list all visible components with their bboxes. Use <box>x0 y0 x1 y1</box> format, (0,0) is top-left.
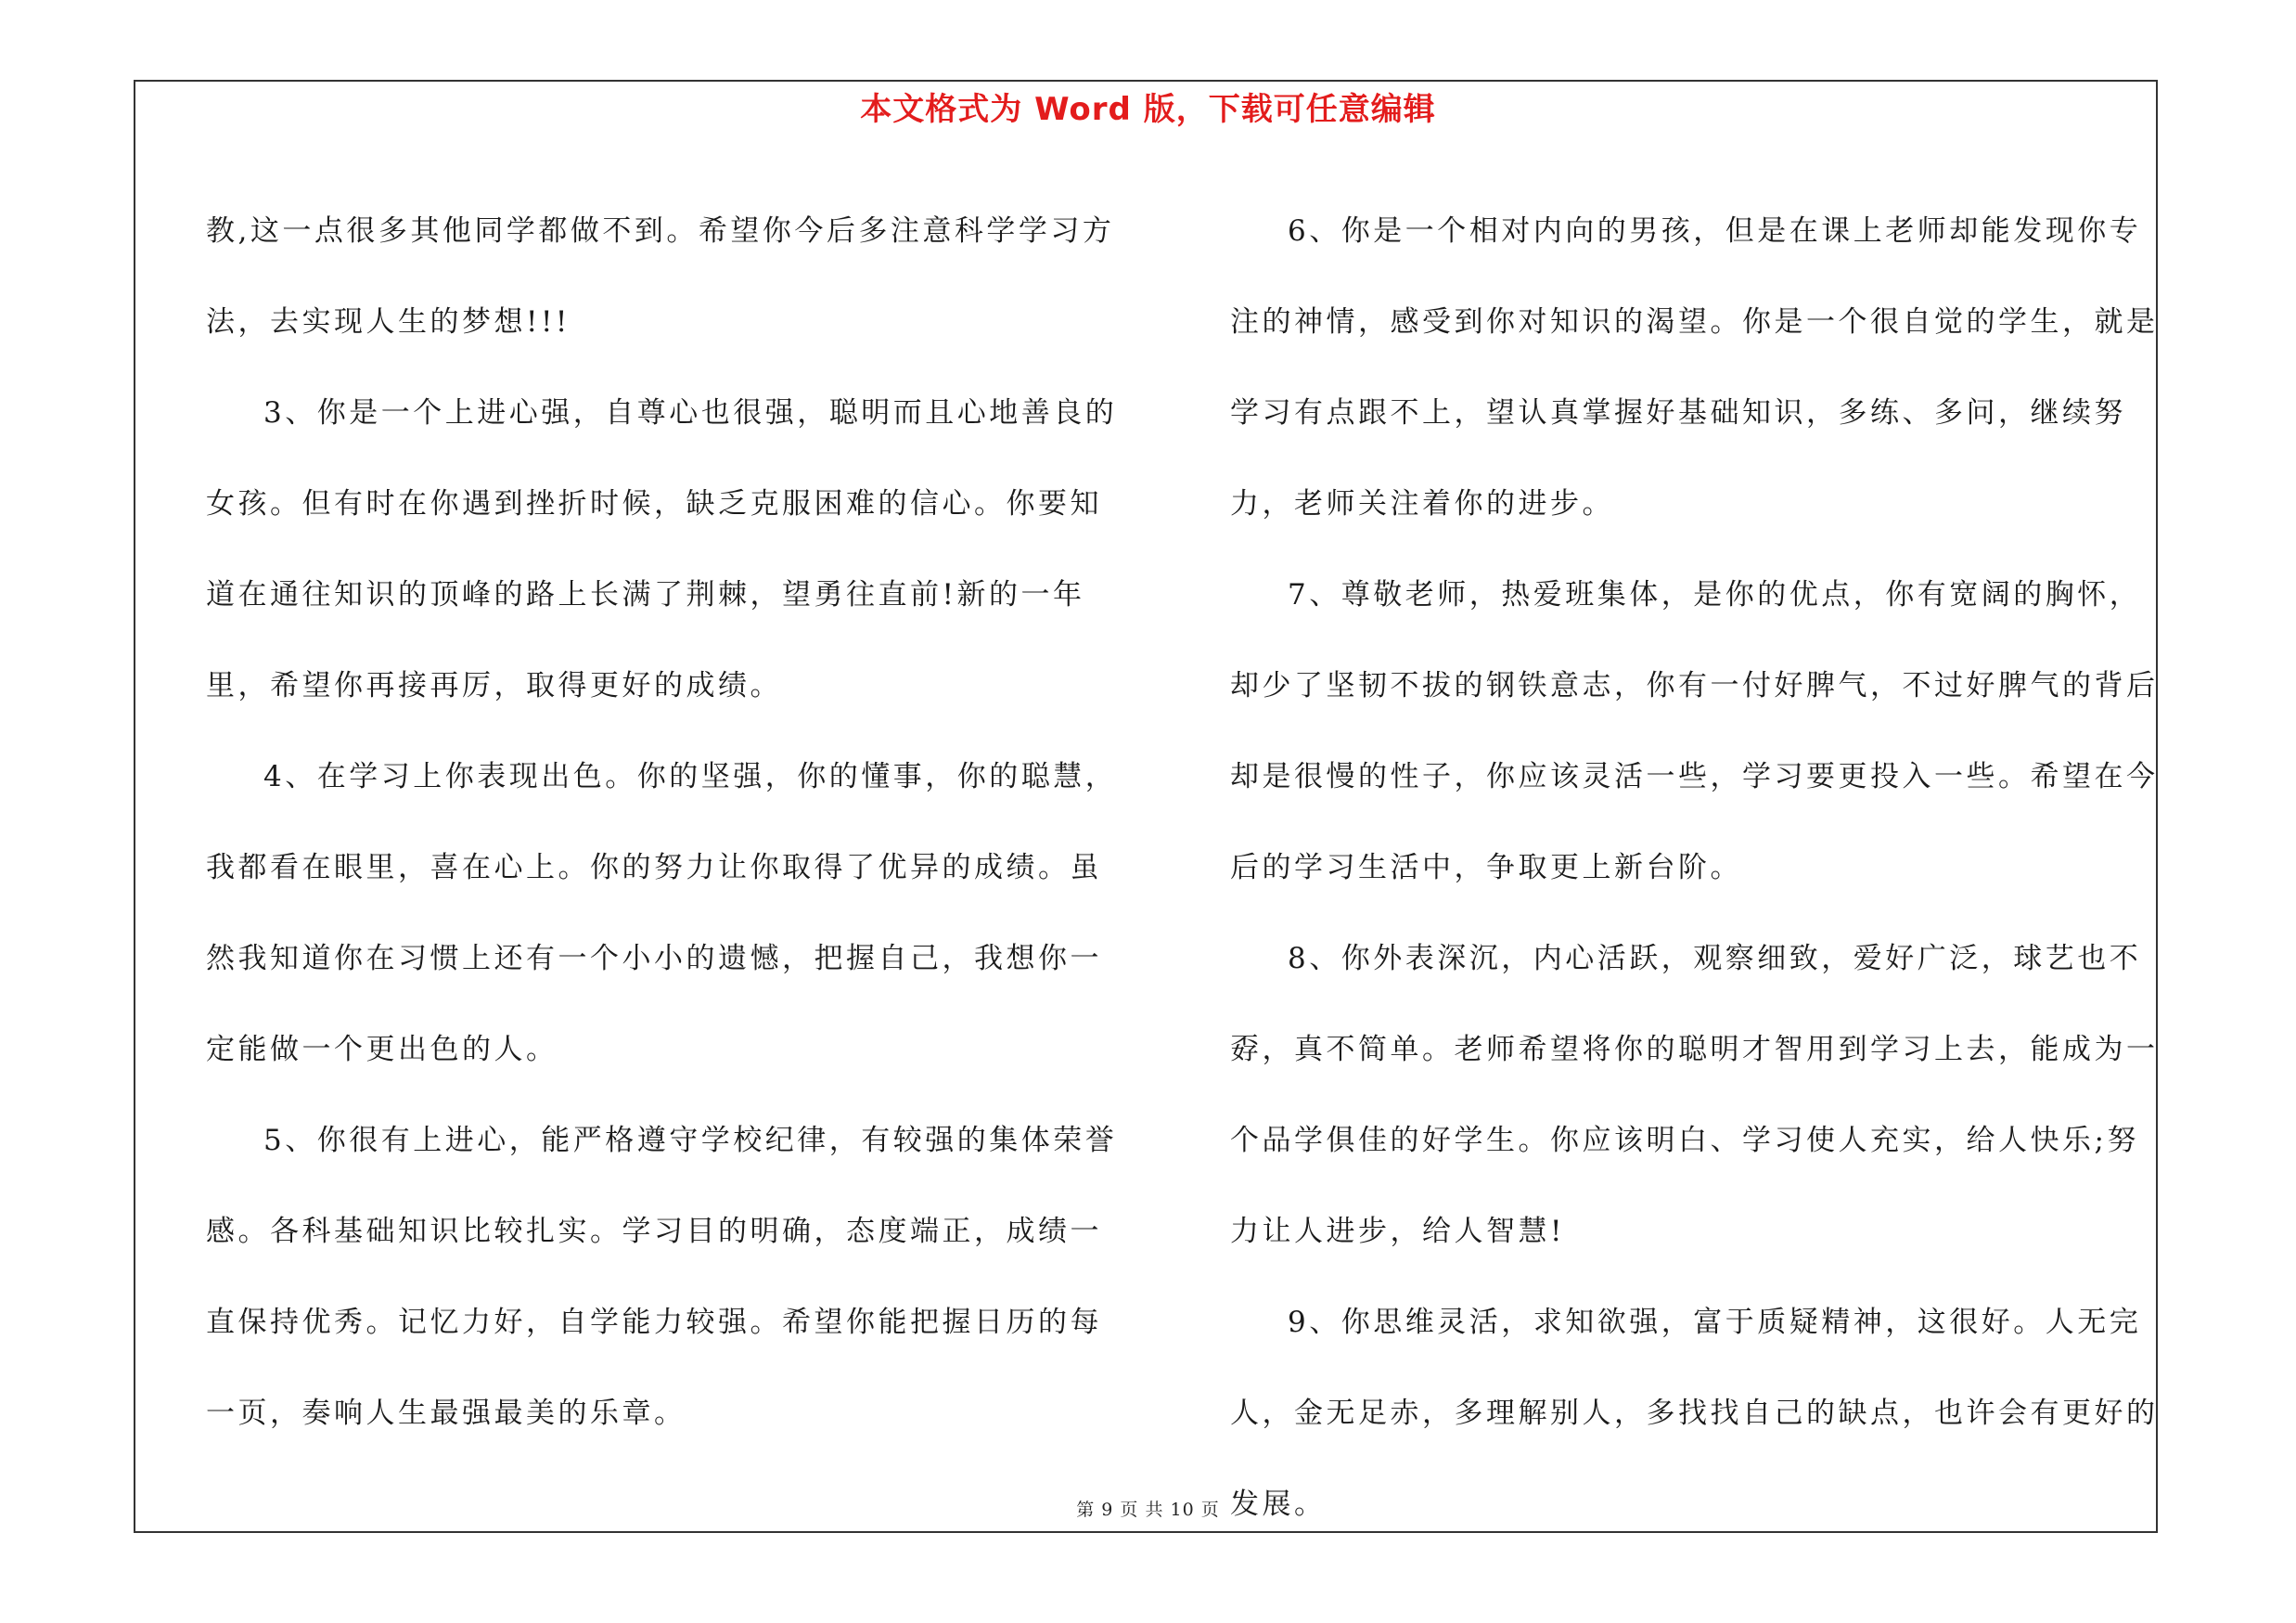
left-paragraph-2: 3、你是一个上进心强，自尊心也很强，聪明而且心地善良的女孩。但有时在你遇到挫折时候，缺乏克服困难的信心。你要知道在通往知识的顶峰的路上长满了荆棘，望勇往直前!新的一年里，希望你再接再厉，取得更好的成绩。 <box>206 396 1118 702</box>
left-paragraph-3: 4、在学习上你表现出色。你的坚强，你的懂事，你的聪慧，我都看在眼里，喜在心上。你的努力让你取得了优异的成绩。虽然我知道你在习惯上还有一个小小的遗憾，把握自己，我想你一定能做一个更出色的人。 <box>206 760 1118 1066</box>
page-header-title: 本文格式为 Word 版，下载可任意编辑 <box>860 91 1436 128</box>
right-paragraph-3: 8、你外表深沉，内心活跃，观察细致，爱好广泛，球艺也不孬，真不简单。老师希望将你的聪明才智用到学习上去，能成为一个品学俱佳的好学生。你应该明白、学习使人充实，给人快乐;努力让人进步，给人智慧! <box>1230 942 2159 1248</box>
right-paragraph-1: 6、你是一个相对内向的男孩，但是在课上老师却能发现你专注的神情，感受到你对知识的渴望。你是一个很自觉的学生，就是学习有点跟不上，望认真掌握好基础知识，多练、多问，继续努力，老师关注着你的进步。 <box>1230 214 2159 521</box>
left-paragraph-1: 教,这一点很多其他同学都做不到。希望你今后多注意科学学习方法，去实现人生的梦想!!! <box>206 214 1115 339</box>
right-paragraph-4: 9、你思维灵活，求知欲强，富于质疑精神，这很好。人无完人，金无足赤，多理解别人，多找找自己的缺点，也许会有更好的发展。 <box>1230 1306 2159 1521</box>
right-paragraph-2: 7、尊敬老师，热爱班集体，是你的优点，你有宽阔的胸怀，却少了坚韧不拔的钢铁意志，你有一付好脾气，不过好脾气的背后却是很慢的性子，你应该灵活一些，学习要更投入一些。希望在今后的学习生活中，争取更上新台阶。 <box>1230 578 2159 884</box>
left-column <box>206 186 1134 1459</box>
right-column <box>1230 186 2167 1550</box>
page-number-footer: 第 9 页 共 10 页 <box>1076 1500 1220 1520</box>
left-paragraph-4: 5、你很有上进心，能严格遵守学校纪律，有较强的集体荣誉感。各科基础知识比较扎实。学习目的明确，态度端正，成绩一直保持优秀。记忆力好，自学能力较强。希望你能把握日历的每一页，奏响人生最强最美的乐章。 <box>206 1124 1118 1430</box>
